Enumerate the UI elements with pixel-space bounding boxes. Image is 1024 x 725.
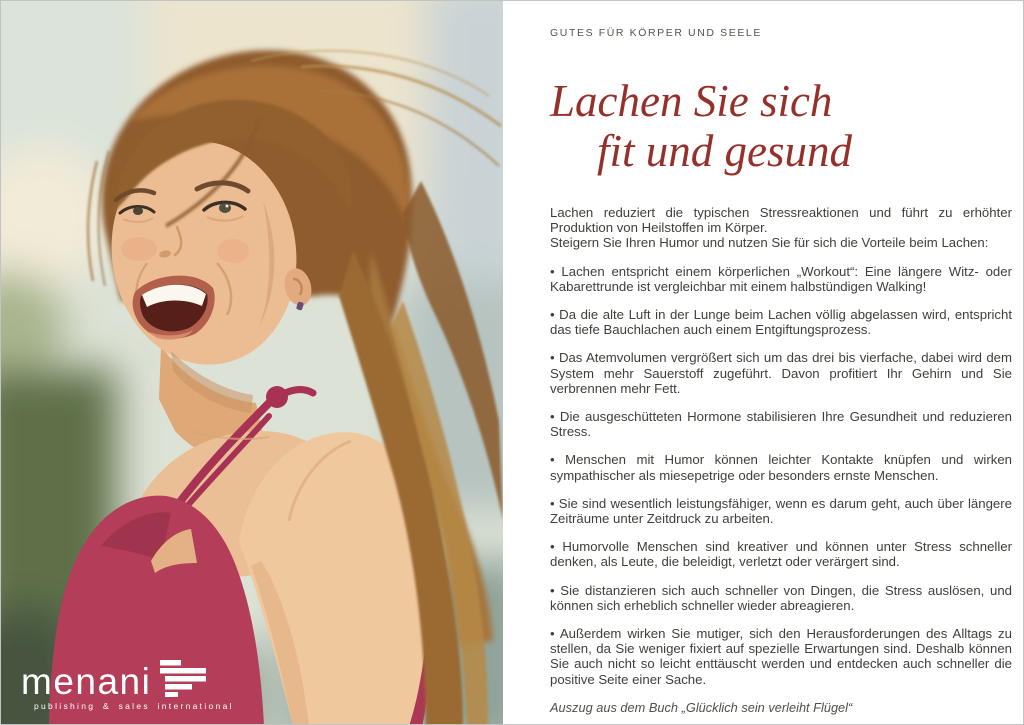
logo-tagline: publishing & sales international [34, 701, 234, 711]
stacked-bars-icon [160, 660, 206, 697]
title-line-2: fit und gesund [597, 126, 852, 176]
article-pane [503, 1, 1023, 724]
bullet-item: • Die ausgeschütteten Hormone stabilisieren Ihre Gesundheit und reduzieren Stress. [550, 409, 1012, 440]
bullet-item: • Menschen mit Humor können leichter Kontakte knüpfen und wirken sympathischer als miesepetrige oder besonders ernste Menschen. [550, 452, 1012, 483]
article-body [550, 205, 1012, 715]
photo-pane [1, 1, 503, 724]
article-title [550, 76, 1012, 176]
bullet-item: • Sie sind wesentlich leistungsfähiger, wenn es darum geht, auch über längere Zeiträume unter Zeitdruck zu arbeiten. [550, 495, 1012, 527]
bullet-item: • Außerdem wirken Sie mutiger, sich den Herausforderungen des Alltags zu stellen, da Sie weniger fixiert auf spezielle Erwartungen sind. Deshalb können Sie auch nicht so leicht enttäuscht werden und entdecken auch schneller die positive Seite einer Sache. [550, 626, 1012, 687]
logo-wordmark: menani [21, 661, 152, 702]
bullet-item: • Lachen entspricht einem körperlichen „Workout“: Eine längere Witz- oder Kabarettrunde ist vergleichbar mit einem halbstündigen Walking! [550, 263, 1012, 294]
title-line-1: Lachen Sie sich [550, 76, 833, 126]
bullet-item: • Da die alte Luft in der Lunge beim Lachen völlig abgelassen wird, entspricht das tiefe Bauchlachen auch einem Entgiftungsprozess. [550, 307, 1012, 338]
laughing-woman-photo [1, 1, 503, 725]
source-note: Auszug aus dem Buch „Glücklich sein verleiht Flügel“ [550, 699, 853, 715]
bullet-item: • Sie distanzieren sich auch schneller von Dingen, die Stress auslösen, und können sich erheblich schneller wieder abreagieren. [550, 582, 1012, 613]
bullet-item: • Das Atemvolumen vergrößert sich um das drei bis vierfache, dabei wird dem System mehr Sauerstoff zugeführt. Davon profitiert Ihr Gehirn und Sie verbrennen mehr Fett. [550, 350, 1012, 396]
bullet-item: • Humorvolle Menschen sind kreativer und können unter Stress schneller denken, als Leute, die beleidigt, verletzt oder verärgert sind. [550, 539, 1012, 570]
intro-paragraph: Steigern Sie Ihren Humor und nutzen Sie für sich die Vorteile beim Lachen: [550, 235, 989, 251]
intro-paragraph: Lachen reduziert die typischen Stressreaktionen und führt zu erhöhter Produktion von Heilstoffen im Körper. [550, 205, 1012, 236]
menani-logo [21, 660, 234, 711]
section-kicker: GUTES FÜR KÖRPER UND SEELE [550, 27, 762, 39]
